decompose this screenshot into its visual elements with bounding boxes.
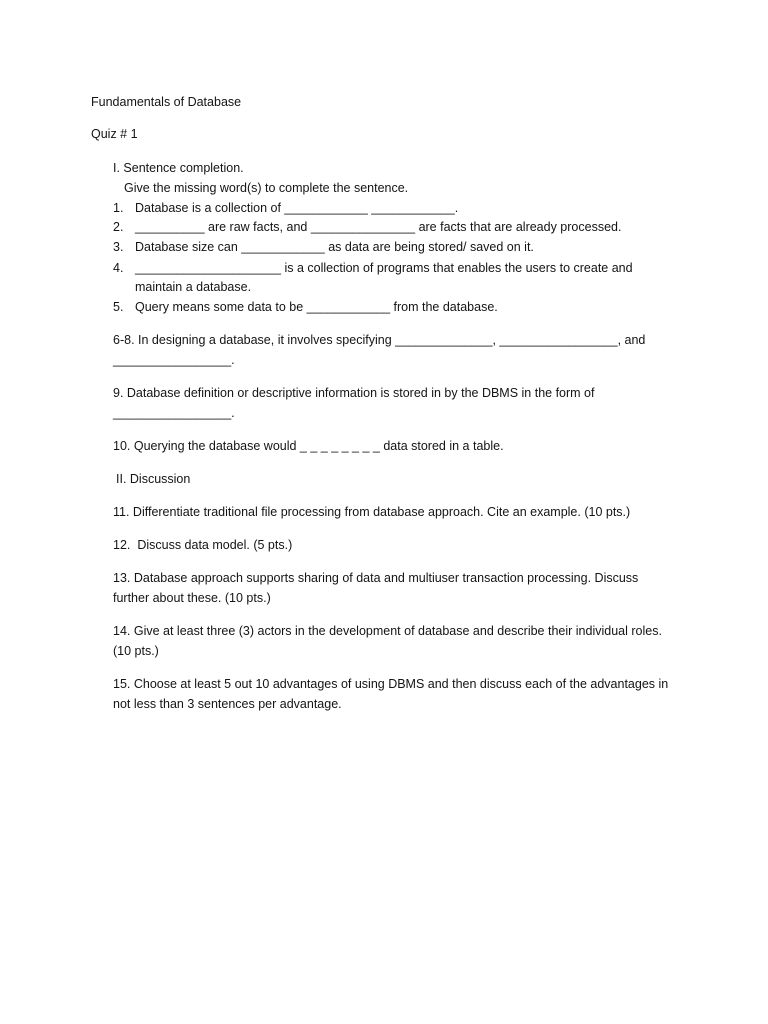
question-14-line1: 14. Give at least three (3) actors in the development of database and describe their individual roles. bbox=[113, 624, 662, 638]
question-15-line2: not less than 3 sentences per advantage. bbox=[113, 697, 342, 711]
item-number: 1. bbox=[113, 201, 124, 215]
item-text: Database size can ____________ as data are being stored/ saved on it. bbox=[135, 240, 534, 254]
item-number: 4. bbox=[113, 261, 124, 275]
question-15-line1: 15. Choose at least 5 out 10 advantages of using DBMS and then discuss each of the advantages in bbox=[113, 677, 669, 691]
question-6-8-line2: _________________. bbox=[113, 353, 235, 367]
item-continuation: maintain a database. bbox=[135, 280, 252, 294]
item-text: Database is a collection of ____________ ____________. bbox=[135, 201, 459, 215]
question-9-line2: _________________. bbox=[113, 406, 235, 420]
question-10: 10. Querying the database would _ _ _ _ _ _ _ _ data stored in a table. bbox=[113, 439, 504, 453]
quiz-label: Quiz # 1 bbox=[91, 127, 138, 141]
item-number: 3. bbox=[113, 240, 124, 254]
question-14-line2: (10 pts.) bbox=[113, 644, 159, 658]
question-13-line1: 13. Database approach supports sharing of data and multiuser transaction processing. Discuss bbox=[113, 571, 639, 585]
part2-heading: II. Discussion bbox=[116, 472, 191, 486]
question-9-line1: 9. Database definition or descriptive information is stored in by the DBMS in the form of bbox=[113, 386, 595, 400]
course-title: Fundamentals of Database bbox=[91, 95, 242, 109]
question-11: 11. Differentiate traditional file processing from database approach. Cite an example. (10 pts.) bbox=[113, 505, 631, 519]
item-number: 2. bbox=[113, 220, 124, 234]
question-12: 12. Discuss data model. (5 pts.) bbox=[113, 538, 293, 552]
question-6-8-line1: 6-8. In designing a database, it involves specifying ______________, _________________, and bbox=[113, 333, 646, 347]
item-text: __________ are raw facts, and _______________ are facts that are already processed. bbox=[135, 220, 622, 234]
part1-instruction: Give the missing word(s) to complete the sentence. bbox=[124, 181, 409, 195]
question-13-line2: further about these. (10 pts.) bbox=[113, 591, 271, 605]
item-number: 5. bbox=[113, 300, 124, 314]
item-text: Query means some data to be ____________ from the database. bbox=[135, 300, 498, 314]
part1-heading: I. Sentence completion. bbox=[113, 161, 244, 175]
item-text: _____________________ is a collection of programs that enables the users to create and bbox=[135, 261, 633, 275]
